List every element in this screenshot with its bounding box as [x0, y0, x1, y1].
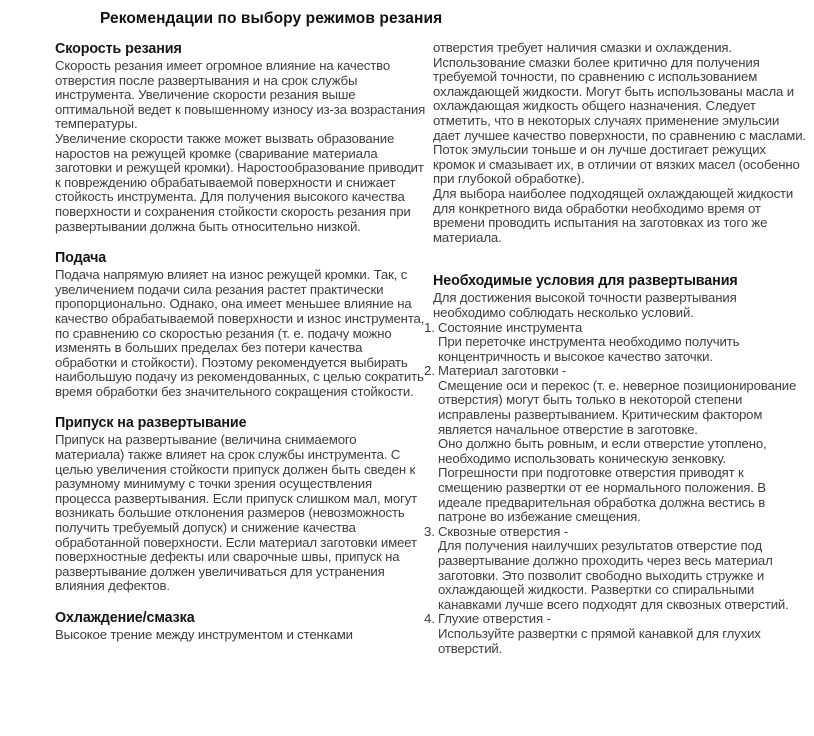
paragraph: Увеличение скорости также может вызвать образование наростов на режущей кромке (сваривание материала заготовки и режущей кромки). Наростообразование приводит к повреждению обрабатываемой поверхности и снижает стойкость инструмента. Для получения высокого качества поверхности и сохранения стойкости скорость резания при развертывании должна быть относительно низкой. [55, 130, 424, 234]
paragraph: Высокое трение между инструментом и стенками [55, 627, 353, 642]
section-cooling-lubrication [55, 610, 427, 643]
paragraph: Оно должно быть ровным, и если отверстие утоплено, необходимо использовать коническую зенковку. Погрешности при подготовке отверстия приводят к смещению развертки от ее нормального положения. В идеале предварительная обработка должна вестись в патроне во избежание смещения. [438, 436, 767, 525]
item-body [438, 525, 807, 613]
section-cutting-speed [55, 41, 427, 234]
item-number: 4. [424, 611, 435, 627]
section-heading: Подача [55, 250, 107, 267]
item-number: 1. [424, 319, 435, 335]
list-item-workpiece-material [424, 364, 807, 525]
paragraph: Припуск на развертывание (величина снимаемого материала) также влияет на срок службы инструмента. С целью увеличения стойкости припуск должен быть сведен к разумному минимуму с точки зрения осуществления процесса развертывания. Если припуск слишком мал, могут возникать большие отклонения размеров (невозможность получить требуемый допуск) и снижение качества обработанной поверхности. Если материал заготовки имеет поверхностные дефекты или сварочные швы, припуск на развертывание должен увеличиваться для устранения влияния дефектов. [55, 432, 418, 594]
item-body [438, 364, 807, 525]
paragraph: Для выбора наиболее подходящей охлаждающей жидкости для конкретного вида обработки необходимо время от времени проводить испытания на заготовках из того же материала. [433, 185, 794, 245]
section-feed [55, 250, 427, 399]
paragraph: Скорость резания имеет огромное влияние на качество отверстия после развертывания и на срок службы инструмента. Увеличение скорости резания выше оптимальной ведет к повышенному износу из-за возрастания температуры. [55, 58, 426, 132]
page-title: Рекомендации по выбору режимов резания [100, 10, 443, 27]
conditions-intro: Для достижения высокой точности развертывания необходимо соблюдать несколько условий. [433, 290, 737, 320]
continuation-text [433, 41, 807, 245]
item-number: 2. [424, 363, 435, 379]
item-title: Сквозные отверстия - [438, 523, 568, 539]
item-title: Глухие отверстия - [438, 611, 551, 627]
section-reaming-allowance [55, 415, 427, 594]
paragraph: Для получения наилучших результатов отверстие под развертывание должно проходить через весь материал заготовки. Это позволит свободно выходить стружке и охлаждающей жидкости. Развертки со спиральными канавками лучше всего подходят для сквозных отверстий. [438, 538, 789, 612]
section-heading: Припуск на развертывание [55, 415, 247, 432]
item-number: 3. [424, 523, 435, 539]
conditions-list [424, 319, 807, 657]
paragraph: Подача напрямую влияет на износ режущей кромки. Так, с увеличением подачи сила резания растет практически пропорционально. Однако, она имеет меньшее влияние на качество обрабатываемой поверхности и износ инструмента, по сравнению со скоростью резания (т. е. подачу можно изменять в больших пределах без потери качества обработки и стойкости). Поэтому рекомендуется выбирать наибольшую подачу из рекомендованных, с целью сократить время обработки без значительного сокращения стойкости. [55, 267, 425, 399]
section-heading: Охлаждение/смазка [55, 610, 195, 626]
paragraph: Используйте развертки с прямой канавкой для глухих отверстий. [438, 625, 761, 656]
list-item-tool-condition [424, 321, 807, 365]
section-heading: Скорость резания [55, 41, 182, 57]
list-item-blind-holes [424, 612, 807, 656]
item-title: Материал заготовки - [438, 363, 567, 379]
item-body [438, 321, 807, 365]
right-column [424, 40, 807, 672]
paragraph: Смещение оси и перекос (т. е. неверное позиционирование отверстия) могут быть только в некоторой степени исправлены развертыванием. Критическим фактором является начальное отверстие в заготовке. [438, 377, 797, 437]
paragraph: отверстия требует наличия смазки и охлаждения. Использование смазки более критично для получения требуемой точности, по сравнению с использованием охлаждающей жидкости. Могут быть использованы масла и охлаждающая жидкость общего назначения. Следует отметить, что в некоторых случаях применение эмульсии дает лучшее качество поверхности, по сравнению с маслами. Поток эмульсии тоньше и он лучше достигает режущих кромок и смазывает их, в отличии от вязких масел (особенно при глубокой обработке). [433, 40, 806, 187]
paragraph: При переточке инструмента необходимо получить концентричность и высокое качество заточки. [438, 334, 740, 364]
left-column [55, 41, 427, 659]
item-title: Состояние инструмента [438, 319, 583, 335]
item-body [438, 612, 807, 656]
section-reaming-conditions [424, 273, 807, 656]
section-heading: Необходимые условия для развертывания [433, 273, 738, 290]
list-item-through-holes [424, 525, 807, 613]
